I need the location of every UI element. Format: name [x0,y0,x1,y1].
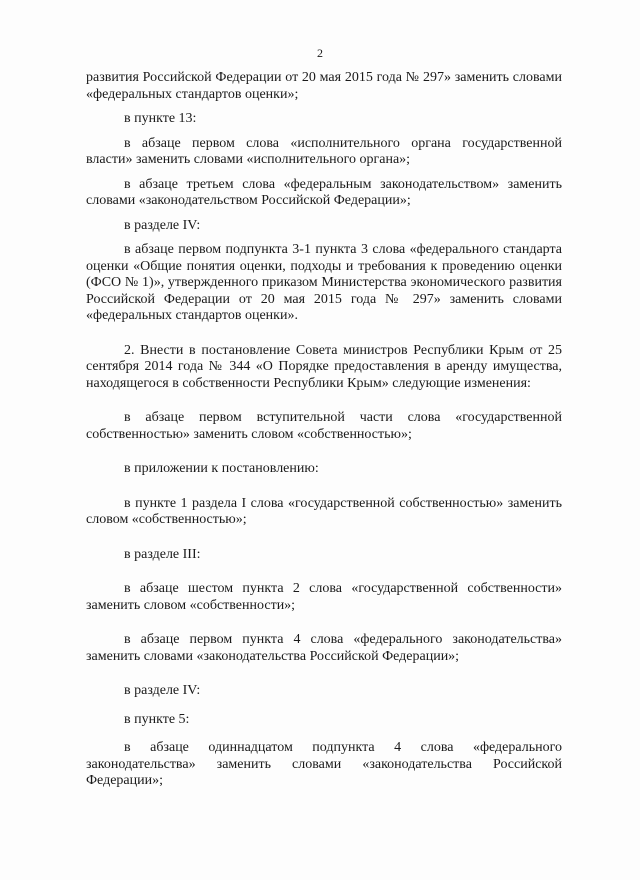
paragraph-16: в абзаце одиннадцатом подпункта 4 слова «федерального законодательства» заменить словами «законодательства Российской Федерации»; [86,740,562,788]
paragraph-7: 2. Внести в постановление Совета министров Республики Крым от 25 сентября 2014 года № 344 «О Порядке предоставления в аренду имущества, находящегося в собственности Республики Крым» следующие изменения: [86,342,562,391]
page-number: 2 [317,46,323,60]
paragraph-1: развития Российской Федерации от 20 мая 2015 года № 297» заменить словами «федеральных стандартов оценки»; [86,70,562,102]
paragraph-12: в абзаце шестом пункта 2 слова «государственной собственности» заменить словом «собственности»; [86,581,562,613]
paragraph-11: в разделе III: [124,546,201,562]
paragraph-2: в пункте 13: [124,111,197,126]
paragraph-6: в абзаце первом подпункта 3-1 пункта 3 слова «федерального стандарта оценки «Общие понятия оценки, подходы и требования к проведению оценки (ФСО № 1)», утвержденного приказом Министерства экономического развития Российской Федерации от 20 мая 2015 года № 297» заменить словами «федеральных стандартов оценки». [86,242,562,323]
paragraph-8: в абзаце первом вступительной части слова «государственной собственностью» заменить словом «собственностью»; [86,410,562,442]
paragraph-10: в пункте 1 раздела I слова «государственной собственностью» заменить словом «собственностью»; [86,495,562,527]
paragraph-5: в разделе IV: [124,217,201,233]
paragraph-9: в приложении к постановлению: [124,461,319,476]
paragraph-4: в абзаце третьем слова «федеральным законодательством» заменить словами «законодательством Российской Федерации»; [86,176,562,208]
paragraph-13: в абзаце первом пункта 4 слова «федерального законодательства» заменить словами «законодательства Российской Федерации»; [86,632,562,664]
paragraph-15: в пункте 5: [124,711,190,727]
document-body [86,70,562,790]
paragraph-14: в разделе IV: [124,683,201,698]
paragraph-3: в абзаце первом слова «исполнительного органа государственной власти» заменить словами «исполнительного органа»; [86,135,562,167]
